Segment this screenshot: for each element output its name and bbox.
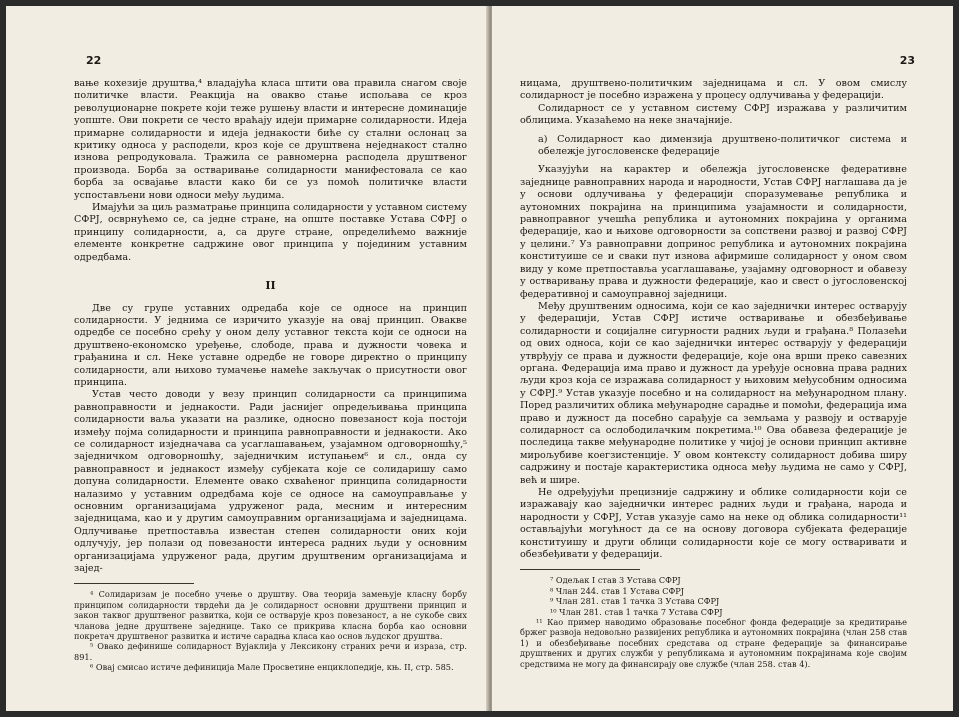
footnote: ⁸ Члан 244. став 1 Устава СФРЈ bbox=[550, 585, 685, 596]
footnote-divider bbox=[520, 569, 640, 570]
footnote: ⁵ Овако дефинише солидарност Вујаклија у Лексикону страних речи и израза, стр. 891. bbox=[74, 641, 467, 662]
right-body-text bbox=[520, 78, 907, 561]
page-number-right: 23 bbox=[899, 54, 915, 67]
footnotes-left bbox=[74, 589, 467, 672]
paragraph: Устав често доводи у везу принцип солидарности са принципима равноправности и једнакости. Ради јаснијег опредељивања принципа солидарности ваља указати на разлике, односно повезаност која постоји између појма солидарности и принципа равноправности и једнакости. Ако се солидарност изједначава са усаглашавањем, узајамном одговорношћу,⁵ заједничком одговорношћу, заједничким иступањем⁶ и сл., онда су равноправност и једнакост између субјеката које се солидаришу само допуна солидарности. Елементе овако схваћеног принципа солидарности налазимо у уставним одредбама које се односе на самоуправљање у основним организацијама удруженог рада, месним и интересним заједницама, као и у другим самоуправним организацијама и заједницама. Одлучивање претпоставља известан степен солидарности оних који одлучују, јер полази од повезаности интереса радних људи у основним организацијама удруженог рада, другим друштвеним организацијама и зајед- bbox=[74, 389, 467, 575]
left-body-text bbox=[74, 78, 467, 575]
footnote: ⁶ Овај смисао истиче дефиниција Мале Просветине енциклопедије, књ. II, стр. 585. bbox=[90, 662, 454, 673]
paragraph: Две су групе уставних одредаба које се односе на принцип солидарности. У једнима се изричито указује на овај принцип. Овакве одредбе се посебно срећу у оном делу уставног текста који се односи на друштвено-економско уређење, слободе, права и дужности човека и грађанина и сл. Неке уставне одредбе не говоре директно о принципу солидарности, али њихово тумачење намеће закључак о присутности овог принципа. bbox=[74, 302, 467, 388]
paragraph: Указујући на карактер и обележја југословенске федеративне заједнице равноправних народа и народности, Устав СФРЈ наглашава да је у основи одлучивања у федерацији споразумевање република и аутономних покрајина на принципима узајамности и солидарности, равноправног учешћа република и аутономних покрајина у органима федерације, као и њихове одговорности за сопствени развој и развој СФРЈ у целини.⁷ Уз равноправни допринос република и аутономних покрајина конституише се и сваки пут изнова афирмише солидарност у оном свом виду у коме претпоставља усаглашавање, узајамну одговорност и обавезу у остваривању права и дужности федерације, као и свест о југословенској федеративној и самоуправној заједници. bbox=[520, 164, 907, 300]
left-page bbox=[6, 6, 489, 711]
footnote: ⁷ Одељак I став 3 Устава СФРЈ bbox=[550, 575, 681, 586]
footnote: ¹⁰ Члан 281. став 1 тачка 7 Устава СФРЈ bbox=[550, 606, 723, 617]
paragraph: Имајући за циљ разматрање принципа солидарности у уставном систему СФРЈ, осврнућемо се, са једне стране, на опште поставке Устава СФРЈ о принципу солидарности, а, са друге стране, определићемо важније елементе конкретне садржине овог принципа у појединим уставним одредбама. bbox=[74, 202, 467, 263]
footnote: ¹¹ Као пример наводимо образовање посебног фонда федерације за кредитирање бржег развоја недовољно развијених република и аутономних покрајина (члан 258 став 1) и обезбеђивање посебних средстава од стране федерације за финансирање друштвених и других служби у републикама и аутономним покрајинама које својим средствима не могу да финансирају ове службе (члан 258. став 4). bbox=[520, 617, 907, 669]
paragraph: Солидарност се у уставном систему СФРЈ изражава у различитим облицима. Указаћемо на неке значајније. bbox=[520, 102, 907, 127]
paragraph: Не одређујући прецизније садржину и облике солидарности који се изражавају као заједнички интерес радних људи и грађана, народа и народности у СФРЈ, Устав указује само на неке од облика солидарности¹¹ остављајући могућност да се на основу договора субјеката федерације конституишу и други облици солидарности које се могу остваривати и обезбеђивати у федерацији. bbox=[520, 487, 907, 561]
footnotes-right-long bbox=[520, 617, 907, 669]
section-heading: II bbox=[265, 279, 276, 293]
footnote-divider bbox=[74, 583, 194, 584]
footnotes-right-short bbox=[520, 575, 907, 617]
subsection-heading: а) Солидарност као димензија друштвено-политичког система и обележје југословенске федерације bbox=[538, 133, 907, 158]
right-page bbox=[492, 6, 953, 711]
paragraph: Међу друштвеним односима, који се као заједнички интерес остварују у федерацији, Устав СФРЈ истиче остваривање и обезбеђивање солидарности и социјалне сигурности радних људи и грађана.⁸ Полазећи од ових односа, који се као заједнички интерес остварују у федерацији утврђују се права и дужности федерације, које она врши преко савезних органа. Федерација има право и дужност да уређује основна права радних људи кроз која се изражава солидарност у њиховим међусобним односима у СФРЈ.⁹ Устав указује посебно и на солидарност на међународном плану. Поред различитих облика међународне сарадње и помоћи, федерација има право и дужност да посебно сарађује са земљама у развоју и остварује солидарност са ослободилачким покретима.¹⁰ Ова обавеза федерације је последица такве међународне политике у чијој је основи принцип активне мирољубиве коегзистенције. У овом контексту солидарност добива ширу садржину и постаје карактеристика односа међу људима не само у СФРЈ, већ и шире. bbox=[520, 300, 907, 486]
footnote: ⁹ Члан 281. став 1 тачка 3 Устава СФРЈ bbox=[550, 596, 720, 607]
paragraph: вање кохезије друштва,⁴ владајућа класа штити ова правила снагом своје политичке власти. Реакција на овакво стање испољава се кроз револуционарне покрете који теже рушењу власти и интересне доминације уопште. Ови покрети се често враћају идеји примарне солидарности. Идеја примарне солидарности и идеја једнакости биће су стални ослонац за критику односа у расподели, кроз које се друштвена неједнакост стално изнова репродуковала. Тражила се равномерна расподела друштвеног производа. Борба за остваривање солидарности манифестовала се као борба за освајање власти како би се уз помоћ политичке власти успостављени нови односи међу људима. bbox=[74, 78, 467, 201]
page-number-left: 22 bbox=[86, 54, 102, 67]
paragraph: ницама, друштвено-политичким заједницама и сл. У овом смислу солидарност је посебно изражена у процесу одлучивања у федерацији. bbox=[520, 78, 907, 102]
footnote: ⁴ Солидаризам је посебно учење о друштву. Ова теорија замењује класну борбу принципом солидарности тврдећи да је солидарност основни друштвени принцип и закон таквог друштвеног развитка, који се остварује кроз повезаност, а не сукобе свих чланова једне друштвене заједнице. Тако се прикрива класна борба као основни покретач друштвеног развитка и истиче сарадња класа као основ људског друштва. bbox=[74, 589, 467, 642]
